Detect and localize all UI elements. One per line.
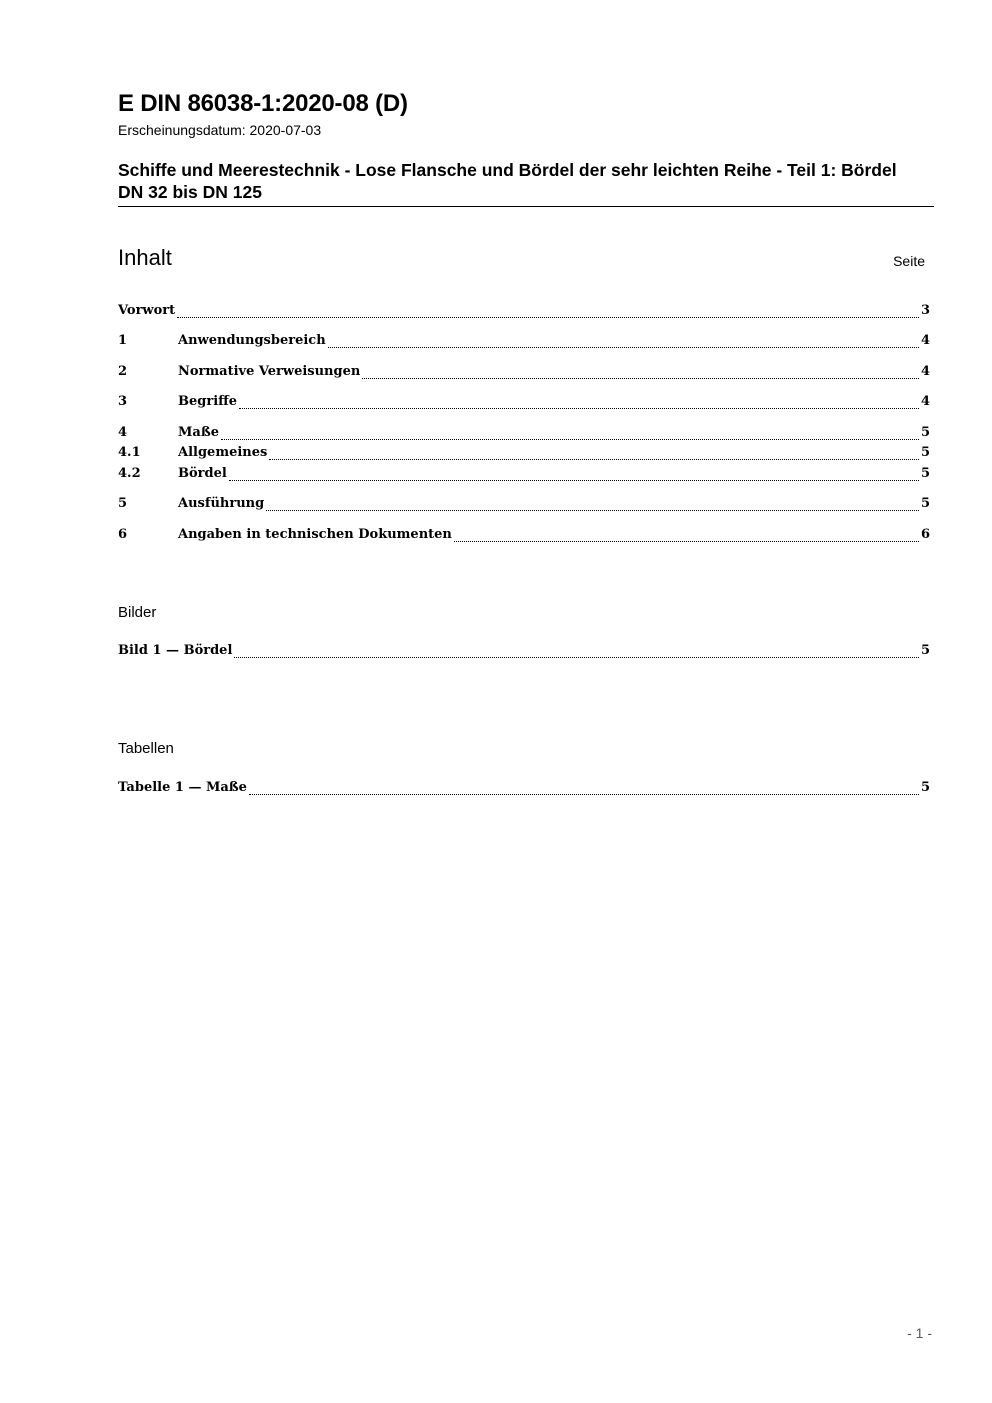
toc-entry-page: 5: [920, 425, 930, 440]
toc-dot-leader: [234, 656, 919, 658]
toc-entry-title: Begriffe: [178, 394, 238, 409]
toc-entry-vorwort[interactable]: [118, 303, 930, 321]
toc-entry-title: Allgemeines: [178, 445, 268, 460]
toc-entry-number: 4.2: [118, 466, 141, 481]
toc-heading: Inhalt: [118, 245, 172, 270]
toc-dot-leader: [362, 377, 919, 379]
toc-entry-number: 6: [118, 527, 128, 542]
toc-entry-1[interactable]: [118, 333, 930, 351]
toc-entry-4[interactable]: [118, 425, 930, 443]
document-page: [118, 0, 934, 1403]
toc-dot-leader: [177, 316, 919, 318]
toc-dot-leader: [328, 346, 919, 348]
table-entry-1[interactable]: [118, 780, 930, 798]
toc-entry-title: Anwendungsbereich: [178, 333, 326, 348]
toc-dot-leader: [239, 407, 919, 409]
toc-entry-title: Normative Verweisungen: [178, 364, 361, 379]
toc-entry-4-2[interactable]: [118, 466, 930, 484]
toc-entry-page: 5: [920, 445, 930, 460]
toc-entry-5[interactable]: [118, 496, 930, 514]
toc-entry-title: Bördel: [178, 466, 227, 481]
toc-entry-page: 4: [920, 364, 930, 379]
toc-entry-title: Maße: [178, 425, 219, 440]
toc-entry-4-1[interactable]: [118, 445, 930, 463]
tables-heading: Tabellen: [118, 740, 174, 757]
table-entry-page: 5: [920, 780, 930, 795]
toc-entry-number: 4.1: [118, 445, 141, 460]
toc-entry-number: 3: [118, 394, 128, 409]
toc-entry-title: Vorwort: [118, 303, 176, 318]
toc-entry-number: 2: [118, 364, 128, 379]
publication-date: Erscheinungsdatum: 2020-07-03: [118, 122, 322, 138]
figures-heading: Bilder: [118, 604, 157, 621]
figure-entry-1[interactable]: [118, 643, 930, 661]
figure-entry-page: 5: [920, 643, 930, 658]
toc-entry-2[interactable]: [118, 364, 930, 382]
toc-dot-leader: [229, 479, 919, 481]
toc-entry-title: Ausführung: [178, 496, 265, 511]
figure-entry-title: Bild 1 — Bördel: [118, 643, 233, 658]
toc-entry-6[interactable]: [118, 527, 930, 545]
toc-entry-page: 3: [920, 303, 930, 318]
toc-dot-leader: [454, 540, 919, 542]
toc-entry-number: 1: [118, 333, 128, 348]
toc-entry-number: 5: [118, 496, 128, 511]
toc-dot-leader: [221, 438, 919, 440]
page-number: - 1 -: [907, 1325, 932, 1341]
table-entry-title: Tabelle 1 — Maße: [118, 780, 247, 795]
toc-dot-leader: [249, 793, 919, 795]
toc-entry-page: 5: [920, 496, 930, 511]
document-title: Schiffe und Meerestechnik - Lose Flansche und Bördel der sehr leichten Reihe - Teil 1: Bördel DN 32 bis DN 125: [118, 160, 897, 202]
toc-entry-3[interactable]: [118, 394, 930, 412]
toc-dot-leader: [269, 458, 919, 460]
toc-entry-page: 6: [920, 527, 930, 542]
document-id: E DIN 86038-1:2020-08 (D): [118, 90, 408, 117]
title-divider: [118, 206, 934, 207]
toc-entry-page: 4: [920, 333, 930, 348]
toc-dot-leader: [266, 509, 919, 511]
toc-entry-page: 4: [920, 394, 930, 409]
toc-entry-title: Angaben in technischen Dokumenten: [178, 527, 452, 542]
toc-page-column-label: Seite: [893, 253, 925, 269]
toc-entry-page: 5: [920, 466, 930, 481]
toc-entry-number: 4: [118, 425, 128, 440]
